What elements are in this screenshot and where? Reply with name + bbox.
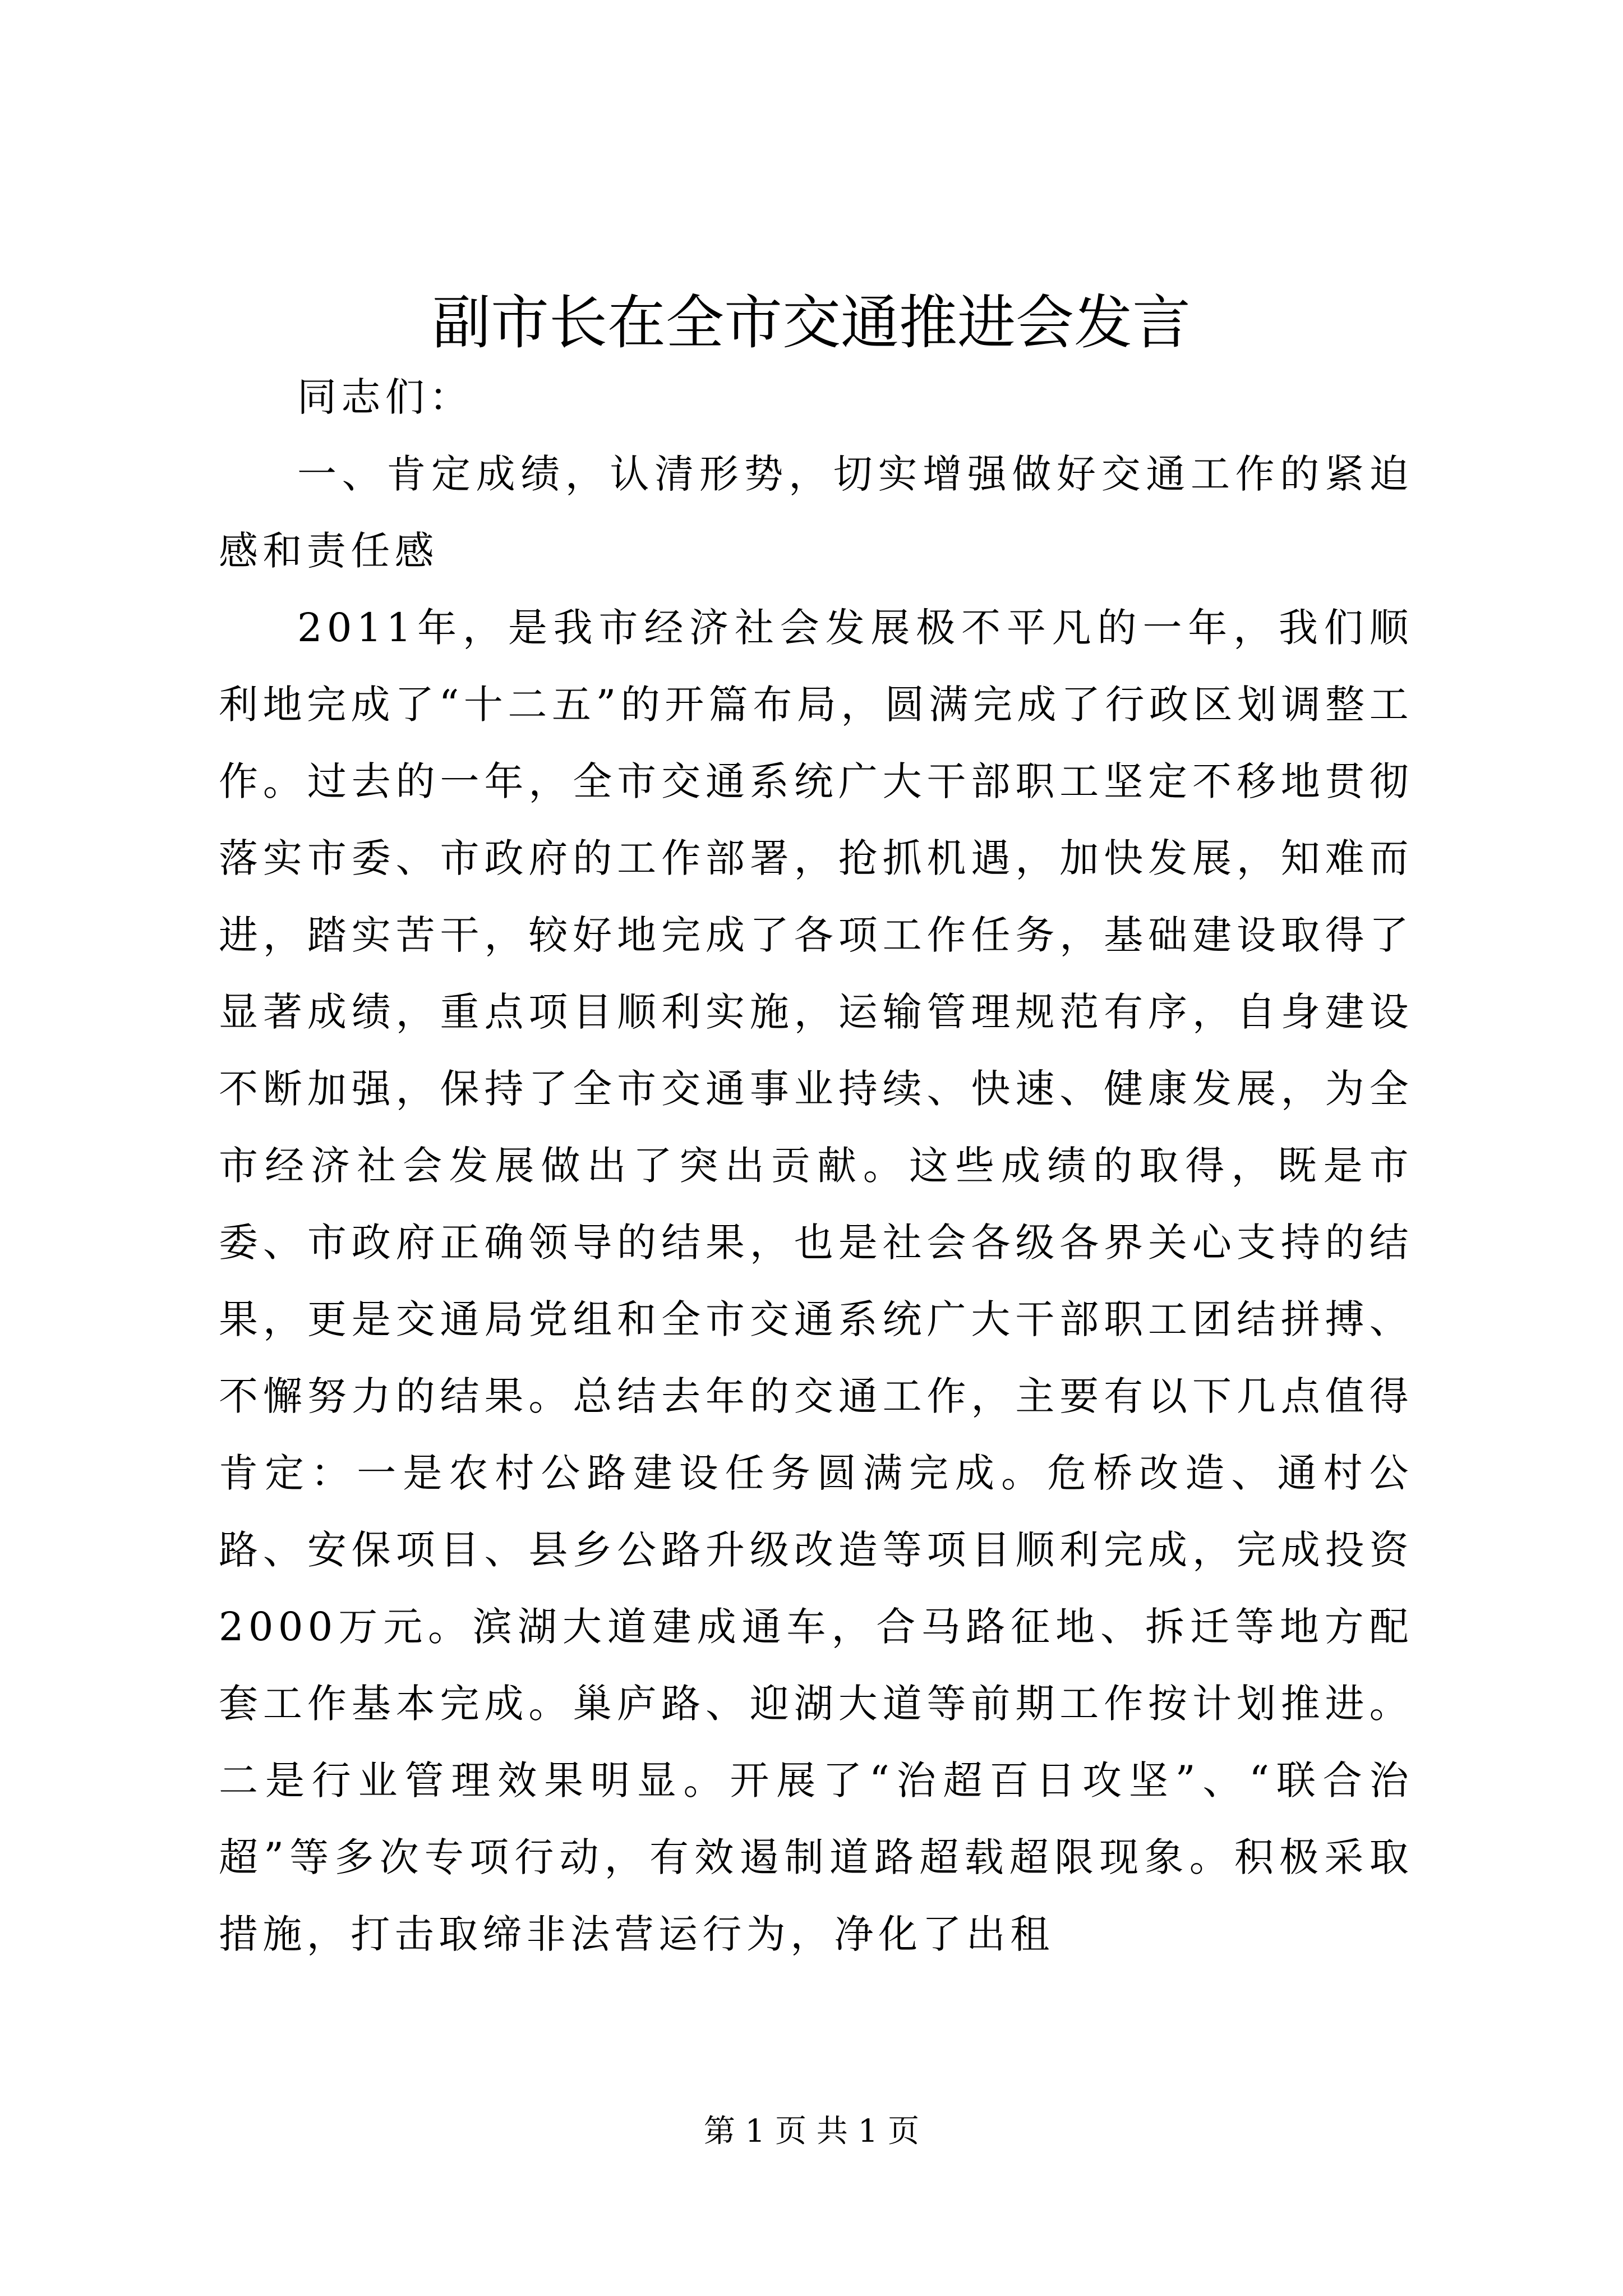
body-paragraph: 2011年，是我市经济社会发展极不平凡的一年，我们顺利地完成了“十二五”的开篇布局，圆满完成了行政区划调整工作。过去的一年，全市交通系统广大干部职工坚定不移地贯彻落实市委、市政府的工作部署，抢抓机遇，加快发展，知难而进，踏实苦干，较好地完成了各项工作任务，基础建设取得了显著成绩，重点项目顺利实施，运输管理规范有序，自身建设不断加强，保持了全市交通事业持续、快速、健康发展，为全市经济社会发展做出了突出贡献。这些成绩的取得，既是市委、市政府正确领导的结果，也是社会各级各界关心支持的结果，更是交通局党组和全市交通系统广大干部职工团结拼搏、不懈努力的结果。总结去年的交通工作，主要有以下几点值得肯定：一是农村公路建设任务圆满完成。危桥改造、通村公路、安保项目、县乡公路升级改造等项目顺利完成，完成投资2000万元。滨湖大道建成通车，合马路征地、拆迁等地方配套工作基本完成。巢庐路、迎湖大道等前期工作按计划推进。二是行业管理效果明显。开展了“治超百日攻坚”、“联合治超”等多次专项行动，有效遏制道路超载超限现象。积极采取措施，打击取缔非法营运行为，净化了出租 [219, 605, 1413, 1957]
document-body [219, 359, 1413, 1973]
page-number-footer: 第 1 页 共 1 页 [703, 2113, 920, 2150]
salutation: 同志们： [297, 374, 473, 420]
section-heading-paragraph: 一、肯定成绩，认清形势，切实增强做好交通工作的紧迫感和责任感 [219, 451, 1413, 574]
document-title: 副市长在全市交通推进会发言 [432, 288, 1191, 357]
